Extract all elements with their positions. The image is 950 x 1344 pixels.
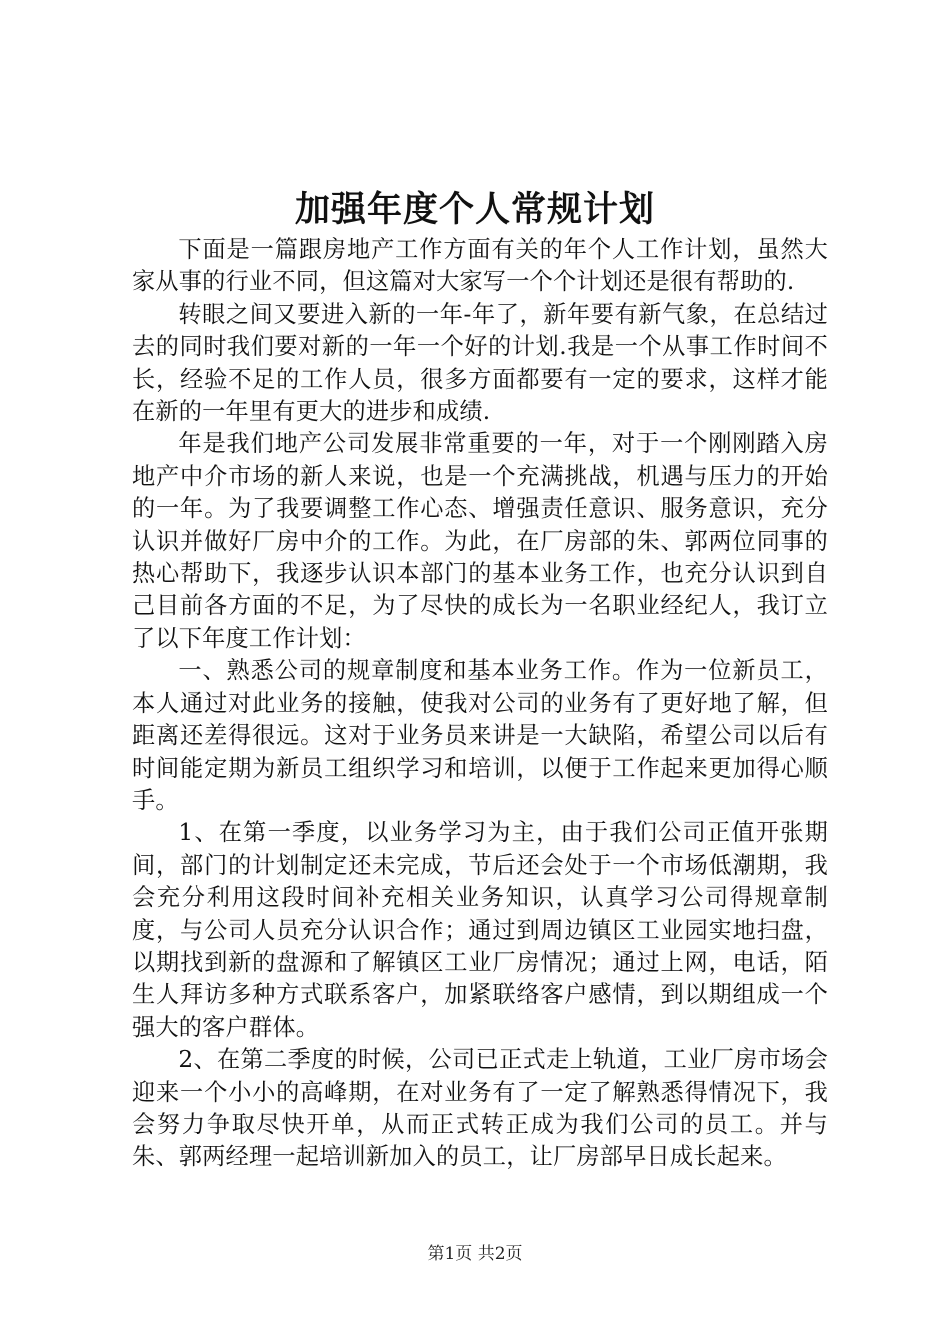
- paragraph-intro: 下面是一篇跟房地产工作方面有关的年个人工作计划，虽然大家从事的行业不同，但这篇对大家写一个个计划还是很有帮助的.: [132, 236, 828, 296]
- paragraph-company-year: 年是我们地产公司发展非常重要的一年，对于一个刚刚踏入房地产中介市场的新人来说，也是一个充满挑战，机遇与压力的开始的一年。为了我要调整工作心态、增强责任意识、服务意识，充分认识并做好厂房中介的工作。为此，在厂房部的朱、郭两位同事的热心帮助下，我逐步认识本部门的基本业务工作，也充分认识到自己目前各方面的不足，为了尽快的成长为一名职业经纪人，我订立了以下年度工作计划：: [132, 430, 828, 652]
- page-footer: 第1页 共2页: [427, 1244, 523, 1264]
- paragraph-new-year: 转眼之间又要进入新的一年-年了，新年要有新气象，在总结过去的同时我们要对新的一年一个好的计划.我是一个从事工作时间不长，经验不足的工作人员，很多方面都要有一定的要求，这样才能在新的一年里有更大的进步和成绩.: [132, 300, 828, 426]
- paragraph-second-quarter: 2、在第二季度的时候，公司已正式走上轨道，工业厂房市场会迎来一个小小的高峰期，在对业务有了一定了解熟悉得情况下，我会努力争取尽快开单，从而正式转正成为我们公司的员工。并与朱、郭两经理一起培训新加入的员工，让厂房部早日成长起来。: [132, 1046, 828, 1171]
- document-body: [132, 234, 828, 1174]
- document-title: 加强年度个人常规计划: [294, 189, 655, 230]
- paragraph-section-one: 一、熟悉公司的规章制度和基本业务工作。作为一位新员工，本人通过对此业务的接触，使我对公司的业务有了更好地了解，但距离还差得很远。这对于业务员来讲是一大缺陷，希望公司以后有时间能定期为新员工组织学习和培训，以便于工作起来更加得心顺手。: [132, 657, 828, 814]
- paragraph-first-quarter: 1、在第一季度，以业务学习为主，由于我们公司正值开张期间，部门的计划制定还未完成，节后还会处于一个市场低潮期，我会充分利用这段时间补充相关业务知识，认真学习公司得规章制度，与公司人员充分认识合作；通过到周边镇区工业园实地扫盘，以期找到新的盘源和了解镇区工业厂房情况；通过上网，电话，陌生人拜访多种方式联系客户，加紧联络客户感情，到以期组成一个强大的客户群体。: [132, 819, 828, 1041]
